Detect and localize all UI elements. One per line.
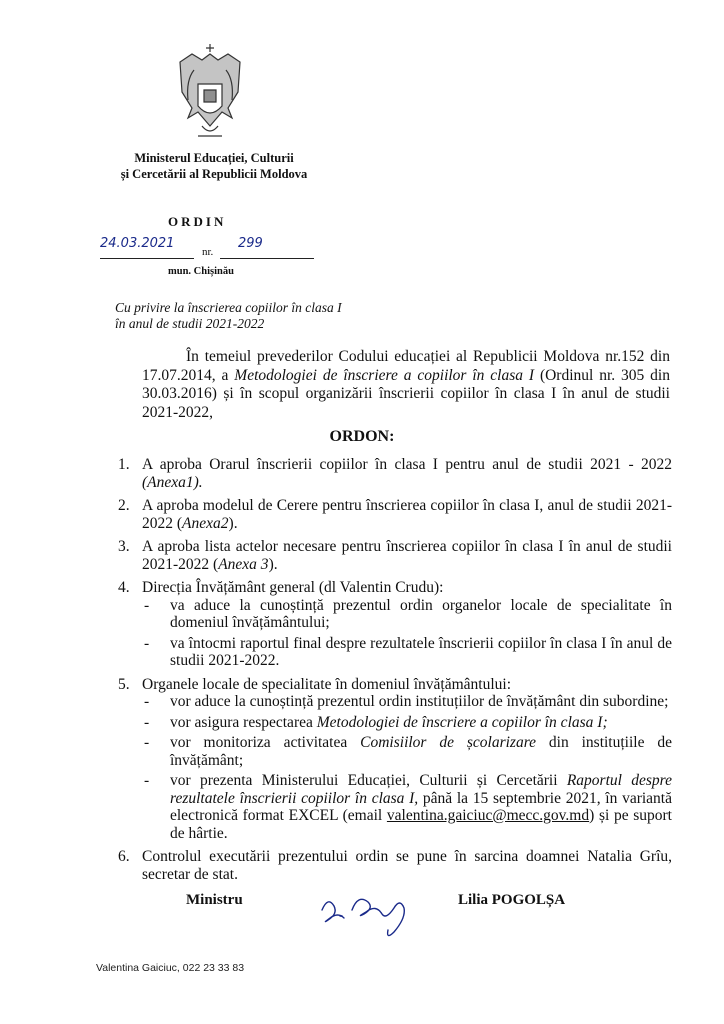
order-item-1 [112,456,672,491]
sub-item-tail: din instituțiile de învățământ; [170,734,672,769]
item-annex: Anexa2 [182,514,229,532]
number-underline [220,258,314,259]
ministry-line-1: Ministerul Educației, Culturii [134,151,294,165]
sub-item-tail: ) și pe suport de hârtie. [170,807,672,842]
dash-bullet: - [144,734,150,751]
order-item-6 [112,848,672,883]
order-item-3 [112,538,672,573]
sub-item-text-2: până la 15 septembrie 2021, în variantă electronică format EXCEL (email [170,789,672,824]
order-city: mun. Chișinău [168,266,234,277]
email-link[interactable]: valentina.gaiciuc@mecc.gov.md [386,807,590,824]
ordon-heading: ORDON: [329,428,395,445]
subject-line-1: Cu privire la înscrierea copiilor în clasa I [115,300,342,315]
item-number: 4. [118,579,130,596]
item-number: 5. [118,675,130,693]
sub-item-emphasis: Raportul despre rezultatele înscrierii copiilor în clasa I, [170,772,672,807]
item-number: 6. [118,848,130,865]
item-tail: ). [268,555,278,573]
minister-role: Ministru [186,892,243,908]
subject-line-2: în anul de studii 2021-2022 [115,316,265,331]
item-text: A aproba Orarul înscrierii copiilor în clasa I pentru anul de studii 2021 - 2022 [142,456,672,473]
item-text: A aproba lista actelor necesare pentru înscrierea copiilor în clasa I în anul de studii 2021-2022 ( [142,538,672,573]
item-number: 1. [118,456,130,473]
preamble-text-1: În temeiul prevederilor Codului educației al Republicii Moldova nr.152 din 17.07.2014, a [142,348,670,384]
sub-item-text: vor aduce la cunoștință prezentul ordin instituțiilor de învățământ din subordine; [170,693,669,710]
sub-item [142,734,672,769]
item-tail: ). [228,514,238,532]
sub-item-emphasis: Comisiilor de școlarizare [360,734,537,751]
item-text: Controlul executării prezentului ordin se pune în sarcina doamnei Natalia Grîu, secretar de stat. [142,848,672,883]
sub-item [142,635,672,670]
minister-name: Lilia POGOLȘA [458,892,566,908]
sub-item [142,597,672,632]
order-item-5 [112,676,672,843]
item-text: Organele locale de specialitate în domeniul învățământului: [142,675,512,693]
number-label: nr. [202,246,214,258]
dash-bullet: - [144,713,150,731]
order-items-list [112,456,672,889]
order-item-4 [112,579,672,670]
item-annex: Anexa 3 [218,555,269,573]
sub-item [142,772,672,842]
sub-item-text: vor monitoriza activitatea [170,734,361,751]
preamble-text-3: (Ordinul nr. 305 din 30.03.2016) și în scopul organizării înscrierii copiilor în clasa I în anul de studii 2021-2022, [142,366,670,421]
order-title: ORDIN [168,214,227,229]
item-number: 2. [118,497,130,514]
sub-item [142,693,672,711]
dash-bullet: - [144,772,150,789]
handwritten-signature [316,880,426,940]
sub-item [142,714,672,732]
preamble-methodology: Metodologiei de înscriere a copiilor în clasa I [234,366,535,384]
dash-bullet: - [144,693,150,710]
dash-bullet: - [144,634,150,652]
preamble-paragraph [142,348,670,422]
date-underline [100,258,194,259]
sub-item-text: vor asigura respectarea [170,713,317,731]
coat-of-arms-image [172,40,248,150]
order-item-2 [112,497,672,532]
order-date: 24.03.2021 [100,236,175,251]
item-text: Direcția Învățământ general (dl Valentin Crudu): [142,579,444,596]
item-number: 3. [118,538,130,555]
dash-bullet: - [144,596,150,614]
ministry-line-2: și Cercetării al Republicii Moldova [120,167,308,181]
item-annex: (Anexa1). [142,473,203,491]
order-number: 299 [238,236,263,251]
item-text: A aproba modelul de Cerere pentru înscrierea copiilor în clasa I, anul de studii 2021-2022 ( [142,497,672,532]
footer-contact: Valentina Gaiciuc, 022 23 33 83 [96,962,245,974]
sub-item-text: va întocmi raportul final despre rezultatele înscrierii copiilor în clasa I în anul de studii 2021-2022. [170,634,672,669]
sub-item-text: vor prezenta Ministerului Educației, Culturii și Cercetării [170,772,567,789]
sub-item-emphasis: Metodologiei de înscriere a copiilor în clasa I; [316,713,608,731]
order-subject [115,300,415,332]
ministry-name [104,150,324,182]
sub-item-text: va aduce la cunoștință prezentul ordin organelor locale de specialitate în domeniul învățământului; [170,596,672,631]
